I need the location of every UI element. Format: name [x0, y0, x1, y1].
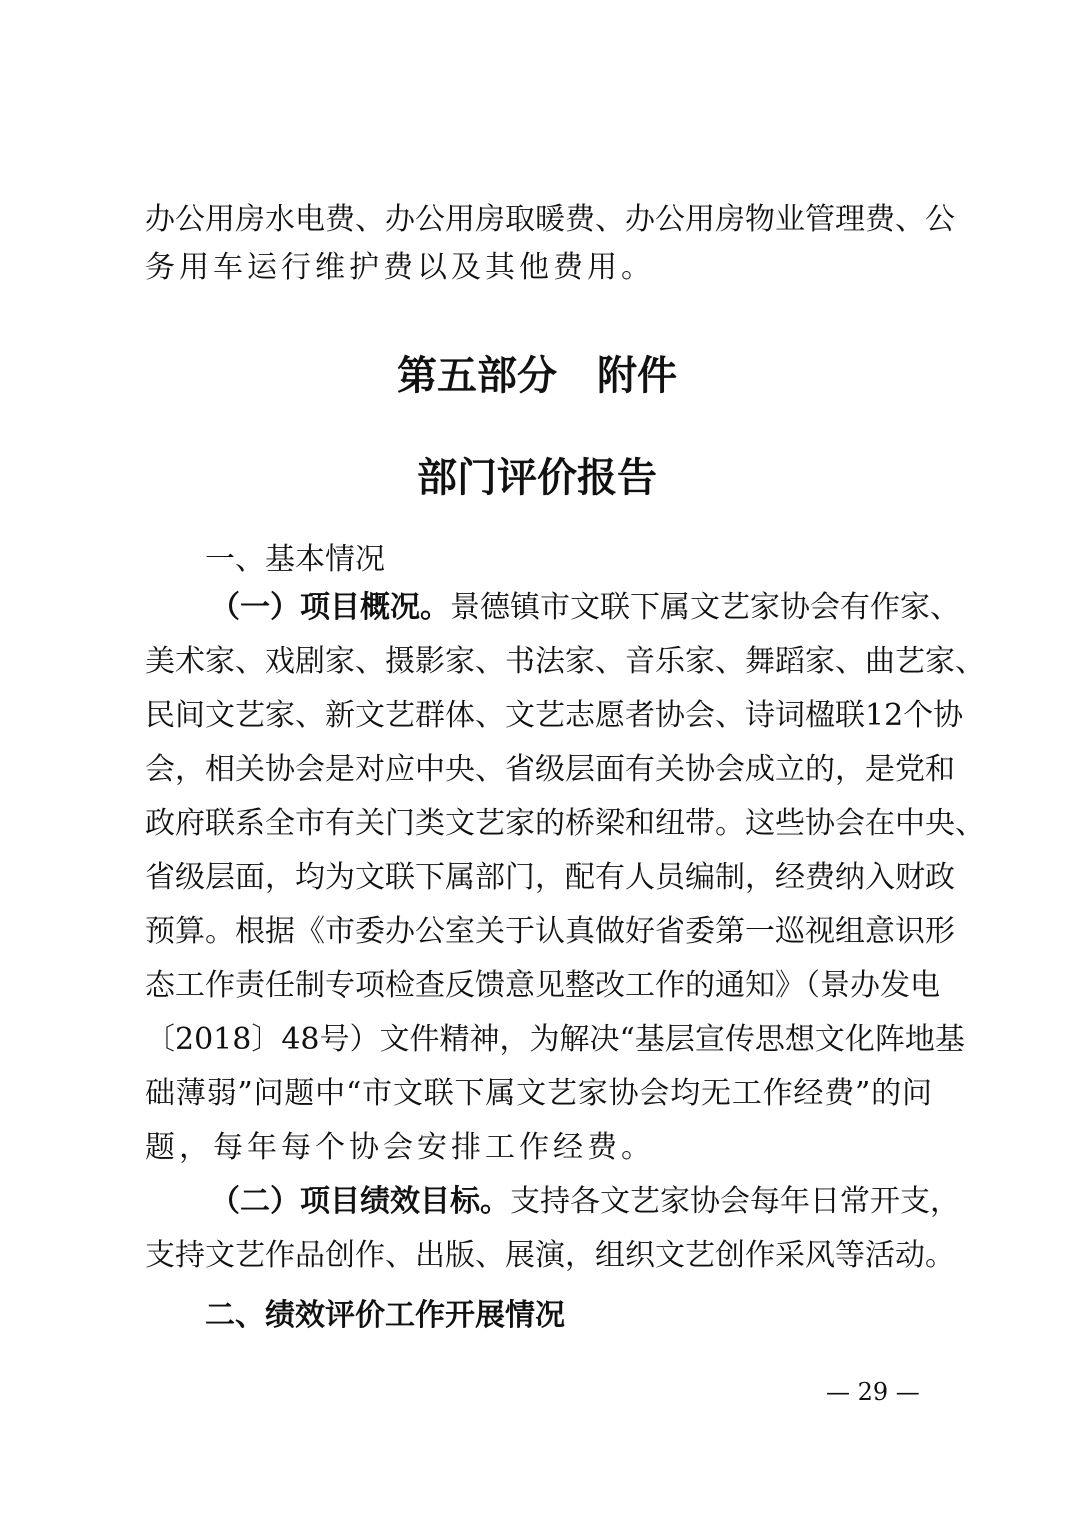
paragraph-line [210, 588, 960, 628]
section-heading: 一、基本情况 [205, 542, 385, 577]
paragraph-lead: （二）项目绩效目标。 [210, 1184, 510, 1219]
paragraph-line: 态工作责任制专项检查反馈意见整改工作的通知》（景办发电 [145, 968, 940, 1003]
paragraph-line: 础薄弱”问题中“市文联下属文艺家协会均无工作经费”的问 [145, 1076, 932, 1111]
text: 景德镇市文联下属文艺家协会有作家、 [450, 590, 960, 625]
text: 支持各文艺家协会每年日常开支， [510, 1184, 960, 1219]
paragraph-line: 民间文艺家、新文艺群体、文艺志愿者协会、诗词楹联12个协 [145, 698, 964, 733]
paragraph-line: 题，每年每个协会安排工作经费。 [145, 1130, 655, 1165]
paragraph-line: 省级层面，均为文联下属部门，配有人员编制，经费纳入财政 [145, 860, 955, 895]
paragraph-line: 〔2018〕48号）文件精神，为解决“基层宣传思想文化阵地基 [145, 1022, 965, 1057]
paragraph-lead: （一）项目概况。 [210, 590, 450, 625]
page-number: — 29 — [826, 1378, 920, 1406]
part-heading: 第五部分 附件 [397, 352, 677, 399]
body-line: 办公用房水电费、办公用房取暖费、办公用房物业管理费、公 [145, 202, 955, 237]
body-line: 务用车运行维护费以及其他费用。 [145, 250, 655, 285]
paragraph-line: 支持文艺作品创作、出版、展演，组织文艺创作采风等活动。 [145, 1238, 955, 1273]
section-heading: 二、绩效评价工作开展情况 [205, 1298, 565, 1333]
paragraph-line: 预算。根据《市委办公室关于认真做好省委第一巡视组意识形 [145, 914, 955, 949]
paragraph-line: 会，相关协会是对应中央、省级层面有关协会成立的，是党和 [145, 752, 955, 787]
paragraph-line [210, 1182, 960, 1222]
paragraph-line: 美术家、戏剧家、摄影家、书法家、音乐家、舞蹈家、曲艺家、 [145, 644, 985, 679]
paragraph-line: 政府联系全市有关门类文艺家的桥梁和纽带。这些协会在中央、 [145, 806, 985, 841]
report-title: 部门评价报告 [417, 454, 657, 501]
